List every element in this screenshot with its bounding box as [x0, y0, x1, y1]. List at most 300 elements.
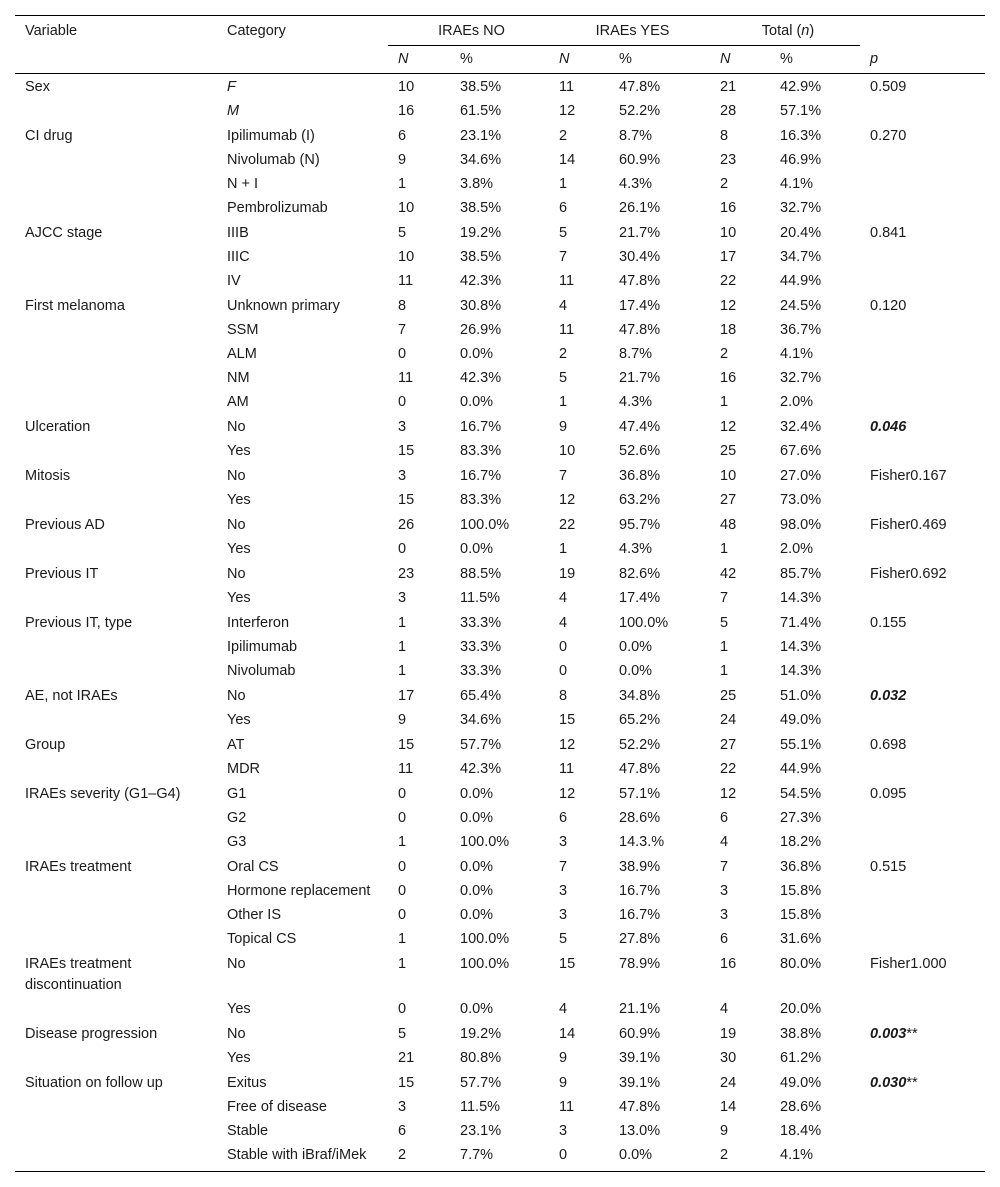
- p-value-text: 0.515: [870, 859, 907, 875]
- cell-pct-total: 14.3%: [780, 639, 822, 655]
- cell-n-no: 11: [398, 273, 414, 289]
- cell-pct-yes: 8.7%: [619, 128, 653, 144]
- header-irae-no: IRAEs NO: [388, 16, 549, 46]
- cell-n-yes: 12: [559, 786, 576, 802]
- cell-category: Interferon: [227, 615, 290, 631]
- cell-p-value: [860, 439, 985, 463]
- cell-pct-no: 33.3%: [460, 639, 502, 655]
- cell-pct-no: 23.1%: [460, 1123, 502, 1139]
- header-total-n: n: [801, 23, 810, 39]
- cell-n-total: 22: [720, 273, 737, 289]
- cell-variable: [15, 997, 217, 1021]
- table-row: [15, 537, 985, 561]
- table-row: [15, 463, 985, 488]
- cell-n-total: 1: [720, 394, 729, 410]
- cell-n-no: 0: [398, 786, 407, 802]
- cell-p-value: [860, 927, 985, 951]
- cell-p-value: [860, 997, 985, 1021]
- table-row: [15, 99, 985, 123]
- cell-pct-yes: 52.6%: [619, 443, 661, 459]
- cell-pct-total: 44.9%: [780, 273, 822, 289]
- cell-n-no: 23: [398, 566, 415, 582]
- table-row: [15, 757, 985, 781]
- cell-variable: AJCC stage: [25, 225, 103, 241]
- cell-variable: [15, 196, 217, 220]
- cell-n-no: 5: [398, 1026, 407, 1042]
- cell-category: M: [227, 103, 240, 119]
- cell-category: Free of disease: [227, 1099, 327, 1115]
- cell-p-value: [860, 512, 985, 537]
- cell-pct-no: 0.0%: [460, 859, 494, 875]
- cell-pct-no: 0.0%: [460, 394, 494, 410]
- cell-p-value: [860, 683, 985, 708]
- cell-p-value: [860, 635, 985, 659]
- cell-n-total: 24: [720, 1075, 737, 1091]
- cell-n-no: 16: [398, 103, 415, 119]
- cell-n-no: 11: [398, 370, 414, 386]
- cell-pct-no: 0.0%: [460, 541, 494, 557]
- cell-p-value: [860, 414, 985, 439]
- cell-n-total: 42: [720, 566, 737, 582]
- cell-variable: Situation on follow up: [25, 1075, 163, 1091]
- cell-pct-total: 20.4%: [780, 225, 822, 241]
- cell-n-no: 3: [398, 1099, 407, 1115]
- cell-category: No: [227, 566, 246, 582]
- p-value-text: 0.155: [870, 615, 907, 631]
- cell-pct-total: 73.0%: [780, 492, 822, 508]
- cell-n-total: 4: [720, 834, 729, 850]
- cell-n-total: 14: [720, 1099, 737, 1115]
- results-table: [15, 15, 985, 1172]
- header-total-label: Total: [761, 23, 793, 39]
- cell-pct-total: 32.4%: [780, 419, 822, 435]
- cell-variable: [15, 806, 217, 830]
- cell-pct-yes: 63.2%: [619, 492, 661, 508]
- cell-p-value: [860, 854, 985, 879]
- cell-pct-no: 16.7%: [460, 468, 502, 484]
- cell-pct-yes: 82.6%: [619, 566, 661, 582]
- cell-n-total: 7: [720, 859, 729, 875]
- cell-n-yes: 11: [559, 322, 575, 338]
- cell-pct-yes: 26.1%: [619, 200, 661, 216]
- p-value-text: 0.841: [870, 225, 907, 241]
- cell-n-no: 0: [398, 907, 407, 923]
- cell-category: NM: [227, 370, 250, 386]
- cell-n-total: 10: [720, 225, 737, 241]
- cell-variable: [15, 366, 217, 390]
- cell-pct-total: 51.0%: [780, 688, 822, 704]
- cell-pct-no: 19.2%: [460, 225, 502, 241]
- cell-pct-total: 27.3%: [780, 810, 822, 826]
- cell-p-value: [860, 1070, 985, 1095]
- cell-n-no: 3: [398, 590, 407, 606]
- cell-pct-no: 83.3%: [460, 443, 502, 459]
- cell-n-yes: 4: [559, 298, 568, 314]
- cell-n-no: 9: [398, 152, 407, 168]
- header-blank: [860, 16, 985, 46]
- cell-pct-total: 36.8%: [780, 859, 822, 875]
- header-pct-total: %: [770, 46, 860, 74]
- cell-pct-yes: 39.1%: [619, 1050, 661, 1066]
- cell-pct-no: 100.0%: [460, 834, 510, 850]
- cell-n-total: 19: [720, 1026, 737, 1042]
- p-value-text: Fisher0.469: [870, 517, 947, 533]
- cell-pct-yes: 4.3%: [619, 394, 653, 410]
- cell-n-no: 21: [398, 1050, 415, 1066]
- cell-pct-no: 42.3%: [460, 761, 502, 777]
- cell-pct-yes: 60.9%: [619, 152, 661, 168]
- table-header: [15, 16, 985, 74]
- cell-category: ALM: [227, 346, 257, 362]
- cell-p-value: [860, 1095, 985, 1119]
- cell-pct-yes: 16.7%: [619, 907, 661, 923]
- cell-category: MDR: [227, 761, 261, 777]
- table-row: [15, 1119, 985, 1143]
- cell-pct-total: 24.5%: [780, 298, 822, 314]
- table-row: [15, 1095, 985, 1119]
- cell-category: No: [227, 688, 246, 704]
- cell-pct-no: 30.8%: [460, 298, 502, 314]
- table-row: [15, 586, 985, 610]
- cell-n-no: 2: [388, 1143, 450, 1172]
- table-row: [15, 245, 985, 269]
- cell-pct-yes: 47.4%: [619, 419, 661, 435]
- cell-n-no: 0: [398, 810, 407, 826]
- cell-variable: [15, 1095, 217, 1119]
- cell-pct-total: 34.7%: [780, 249, 822, 265]
- cell-pct-yes: 21.7%: [619, 225, 661, 241]
- cell-pct-yes: 0.0%: [609, 1143, 710, 1172]
- cell-n-yes: 8: [559, 688, 568, 704]
- cell-n-yes: 4: [559, 615, 568, 631]
- cell-pct-yes: 0.0%: [619, 639, 653, 655]
- cell-pct-total: 80.0%: [780, 956, 822, 972]
- cell-pct-no: 42.3%: [460, 370, 502, 386]
- cell-p-value: [860, 1021, 985, 1046]
- p-value-text: Fisher0.692: [870, 566, 947, 582]
- cell-category: Pembrolizumab: [227, 200, 328, 216]
- cell-category: IV: [227, 273, 241, 289]
- cell-n-total: 4: [720, 1001, 729, 1017]
- table-row: [15, 366, 985, 390]
- cell-n-yes: 4: [559, 1001, 568, 1017]
- cell-n-total: 7: [720, 590, 729, 606]
- table-row: [15, 488, 985, 512]
- cell-n-total: 1: [720, 541, 729, 557]
- cell-pct-total: 4.1%: [770, 1143, 860, 1172]
- table-row: [15, 951, 985, 997]
- cell-pct-total: 15.8%: [780, 883, 822, 899]
- cell-variable: [15, 488, 217, 512]
- cell-variable: [15, 99, 217, 123]
- cell-pct-yes: 47.8%: [619, 761, 661, 777]
- cell-category: AT: [227, 737, 245, 753]
- table-row: [15, 390, 985, 414]
- cell-variable: Sex: [25, 79, 50, 95]
- cell-n-total: 2: [710, 1143, 770, 1172]
- cell-p-value: [860, 488, 985, 512]
- cell-p-value: [860, 463, 985, 488]
- cell-variable: [15, 537, 217, 561]
- cell-n-total: 17: [720, 249, 737, 265]
- table-row: [15, 318, 985, 342]
- cell-n-yes: 5: [559, 931, 568, 947]
- cell-n-no: 10: [398, 79, 415, 95]
- cell-pct-no: 23.1%: [460, 128, 502, 144]
- cell-variable: Group: [25, 737, 66, 753]
- cell-p-value: [860, 196, 985, 220]
- table-row: [15, 1070, 985, 1095]
- cell-pct-no: 42.3%: [460, 273, 502, 289]
- header-blank: [217, 46, 388, 74]
- cell-pct-yes: 8.7%: [619, 346, 653, 362]
- cell-pct-total: 85.7%: [780, 566, 822, 582]
- cell-n-total: 16: [720, 200, 737, 216]
- cell-pct-no: 57.7%: [460, 737, 502, 753]
- cell-pct-total: 15.8%: [780, 907, 822, 923]
- header-n-no: N: [388, 46, 450, 74]
- cell-p-value: [860, 659, 985, 683]
- cell-p-value: [860, 318, 985, 342]
- cell-n-yes: 4: [559, 590, 568, 606]
- header-p-value: p: [860, 46, 985, 74]
- p-value-text: 0.270: [870, 128, 907, 144]
- cell-pct-no: 33.3%: [460, 663, 502, 679]
- table-row: [15, 172, 985, 196]
- cell-pct-yes: 13.0%: [619, 1123, 661, 1139]
- cell-variable: [15, 1119, 217, 1143]
- p-value-text: Fisher1.000: [870, 956, 947, 972]
- cell-category: Hormone replacement: [227, 883, 371, 899]
- cell-variable: Previous IT, type: [25, 615, 133, 631]
- table-row: [15, 196, 985, 220]
- table-row: [15, 903, 985, 927]
- cell-n-total: 16: [720, 956, 737, 972]
- cell-pct-no: 83.3%: [460, 492, 502, 508]
- cell-n-no: 0: [398, 346, 407, 362]
- cell-pct-no: 38.5%: [460, 249, 502, 265]
- cell-variable: [15, 1046, 217, 1070]
- cell-pct-yes: 36.8%: [619, 468, 661, 484]
- cell-variable: Disease progression: [25, 1026, 158, 1042]
- cell-pct-total: 49.0%: [780, 712, 822, 728]
- cell-n-yes: 19: [559, 566, 576, 582]
- cell-category: No: [227, 468, 246, 484]
- cell-category: Yes: [227, 1001, 251, 1017]
- cell-category: Stable with iBraf/iMek: [217, 1143, 388, 1172]
- cell-pct-total: 28.6%: [780, 1099, 822, 1115]
- cell-n-no: 1: [398, 956, 407, 972]
- cell-n-total: 6: [720, 810, 729, 826]
- cell-pct-no: 65.4%: [460, 688, 502, 704]
- cell-n-total: 27: [720, 492, 737, 508]
- cell-pct-no: 16.7%: [460, 419, 502, 435]
- cell-n-total: 3: [720, 883, 729, 899]
- table-row: [15, 997, 985, 1021]
- cell-n-yes: 11: [559, 1099, 575, 1115]
- table-row: [15, 269, 985, 293]
- cell-n-no: 0: [398, 541, 407, 557]
- cell-pct-yes: 16.7%: [619, 883, 661, 899]
- cell-category: SSM: [227, 322, 259, 338]
- cell-n-yes: 7: [559, 468, 568, 484]
- cell-pct-total: 2.0%: [780, 541, 814, 557]
- table-row: [15, 220, 985, 245]
- cell-p-value: [860, 342, 985, 366]
- cell-pct-total: 4.1%: [780, 176, 814, 192]
- cell-pct-yes: 47.8%: [619, 79, 661, 95]
- cell-variable: [15, 586, 217, 610]
- cell-p-value: [860, 366, 985, 390]
- table-row: [15, 74, 985, 100]
- cell-p-value: [860, 708, 985, 732]
- header-total: Total (n): [710, 16, 860, 46]
- cell-category: Other IS: [227, 907, 281, 923]
- cell-n-no: 1: [398, 931, 407, 947]
- cell-n-total: 23: [720, 152, 737, 168]
- cell-pct-no: 100.0%: [460, 931, 510, 947]
- cell-pct-no: 26.9%: [460, 322, 502, 338]
- cell-category: Nivolumab: [227, 663, 296, 679]
- cell-n-total: 30: [720, 1050, 737, 1066]
- cell-n-no: 10: [398, 200, 415, 216]
- cell-variable: [15, 148, 217, 172]
- cell-n-yes: 0: [559, 663, 568, 679]
- cell-variable: [15, 342, 217, 366]
- table-row: [15, 414, 985, 439]
- cell-category: Yes: [227, 443, 251, 459]
- cell-n-total: 1: [720, 639, 729, 655]
- cell-pct-yes: 38.9%: [619, 859, 661, 875]
- cell-variable: CI drug: [25, 128, 73, 144]
- cell-n-yes: 2: [559, 346, 568, 362]
- cell-pct-no: 88.5%: [460, 566, 502, 582]
- cell-variable: [15, 659, 217, 683]
- table-row: [15, 1046, 985, 1070]
- cell-pct-yes: 17.4%: [619, 590, 661, 606]
- cell-n-yes: 11: [559, 761, 575, 777]
- cell-pct-no: 33.3%: [460, 615, 502, 631]
- cell-n-no: 10: [398, 249, 415, 265]
- cell-n-yes: 11: [559, 79, 575, 95]
- table-row: [15, 708, 985, 732]
- table-row: [15, 610, 985, 635]
- cell-pct-total: 67.6%: [780, 443, 822, 459]
- cell-variable: Previous IT: [25, 566, 99, 582]
- cell-category: F: [227, 79, 236, 95]
- cell-p-value: [860, 148, 985, 172]
- cell-n-no: 15: [398, 1075, 415, 1091]
- cell-pct-total: 14.3%: [780, 663, 822, 679]
- cell-category: No: [227, 419, 246, 435]
- cell-p-value: [860, 1119, 985, 1143]
- cell-n-yes: 6: [559, 200, 568, 216]
- cell-pct-no: 11.5%: [460, 1099, 501, 1115]
- p-value-text: 0.509: [870, 79, 907, 95]
- table-row: [15, 879, 985, 903]
- cell-pct-total: 55.1%: [780, 737, 822, 753]
- cell-pct-yes: 4.3%: [619, 541, 653, 557]
- cell-pct-yes: 27.8%: [619, 931, 661, 947]
- cell-pct-total: 36.7%: [780, 322, 822, 338]
- cell-p-value: [860, 586, 985, 610]
- cell-n-total: 9: [720, 1123, 729, 1139]
- cell-n-yes: 1: [559, 541, 568, 557]
- cell-n-no: 6: [398, 128, 407, 144]
- cell-category: G2: [227, 810, 247, 826]
- cell-n-no: 11: [398, 761, 414, 777]
- cell-pct-total: 18.4%: [780, 1123, 822, 1139]
- cell-p-value: [860, 806, 985, 830]
- cell-pct-total: 46.9%: [780, 152, 822, 168]
- cell-n-total: 24: [720, 712, 737, 728]
- p-value-text: 0.032: [870, 688, 907, 704]
- cell-category: Exitus: [227, 1075, 267, 1091]
- table-row: [15, 293, 985, 318]
- cell-n-total: 16: [720, 370, 737, 386]
- cell-pct-total: 32.7%: [780, 200, 822, 216]
- cell-pct-yes: 52.2%: [619, 737, 661, 753]
- cell-p-value: [860, 903, 985, 927]
- cell-pct-yes: 65.2%: [619, 712, 661, 728]
- cell-n-total: 2: [720, 346, 729, 362]
- cell-n-yes: 2: [559, 128, 568, 144]
- cell-n-no: 17: [398, 688, 415, 704]
- cell-variable: First melanoma: [25, 298, 125, 314]
- cell-p-value: [860, 561, 985, 586]
- cell-pct-total: 61.2%: [780, 1050, 822, 1066]
- cell-p-value: [860, 537, 985, 561]
- cell-p-value: [860, 74, 985, 100]
- cell-n-no: 1: [398, 834, 407, 850]
- cell-n-total: 21: [720, 79, 737, 95]
- p-value-footnote-mark: **: [906, 1026, 918, 1042]
- cell-n-no: 3: [398, 468, 407, 484]
- header-n-yes: N: [549, 46, 609, 74]
- cell-n-total: 25: [720, 443, 737, 459]
- cell-pct-no: 57.7%: [460, 1075, 502, 1091]
- cell-p-value: [860, 293, 985, 318]
- cell-n-yes: 1: [559, 394, 568, 410]
- cell-pct-no: 80.8%: [460, 1050, 502, 1066]
- cell-p-value: [860, 99, 985, 123]
- cell-pct-yes: 17.4%: [619, 298, 661, 314]
- p-value-text: 0.003: [870, 1026, 907, 1042]
- cell-variable: [15, 879, 217, 903]
- cell-n-no: 7: [398, 322, 407, 338]
- cell-pct-yes: 4.3%: [619, 176, 653, 192]
- cell-pct-no: 11.5%: [460, 590, 501, 606]
- p-value-text: 0.698: [870, 737, 907, 753]
- cell-n-no: 0: [398, 394, 407, 410]
- p-value-footnote-mark: **: [906, 1075, 918, 1091]
- cell-n-no: 6: [398, 1123, 407, 1139]
- cell-n-yes: 7: [559, 859, 568, 875]
- p-value-text: 0.120: [870, 298, 907, 314]
- cell-n-yes: 7: [559, 249, 568, 265]
- cell-n-yes: 10: [559, 443, 576, 459]
- cell-pct-yes: 47.8%: [619, 322, 661, 338]
- cell-category: Ipilimumab (I): [227, 128, 315, 144]
- cell-p-value: [860, 172, 985, 196]
- cell-n-yes: 3: [559, 907, 568, 923]
- cell-pct-yes: 21.1%: [619, 1001, 661, 1017]
- cell-n-total: 27: [720, 737, 737, 753]
- cell-variable: Ulceration: [25, 419, 91, 435]
- cell-p-value: [860, 757, 985, 781]
- table-row: [15, 439, 985, 463]
- cell-pct-total: 4.1%: [780, 346, 814, 362]
